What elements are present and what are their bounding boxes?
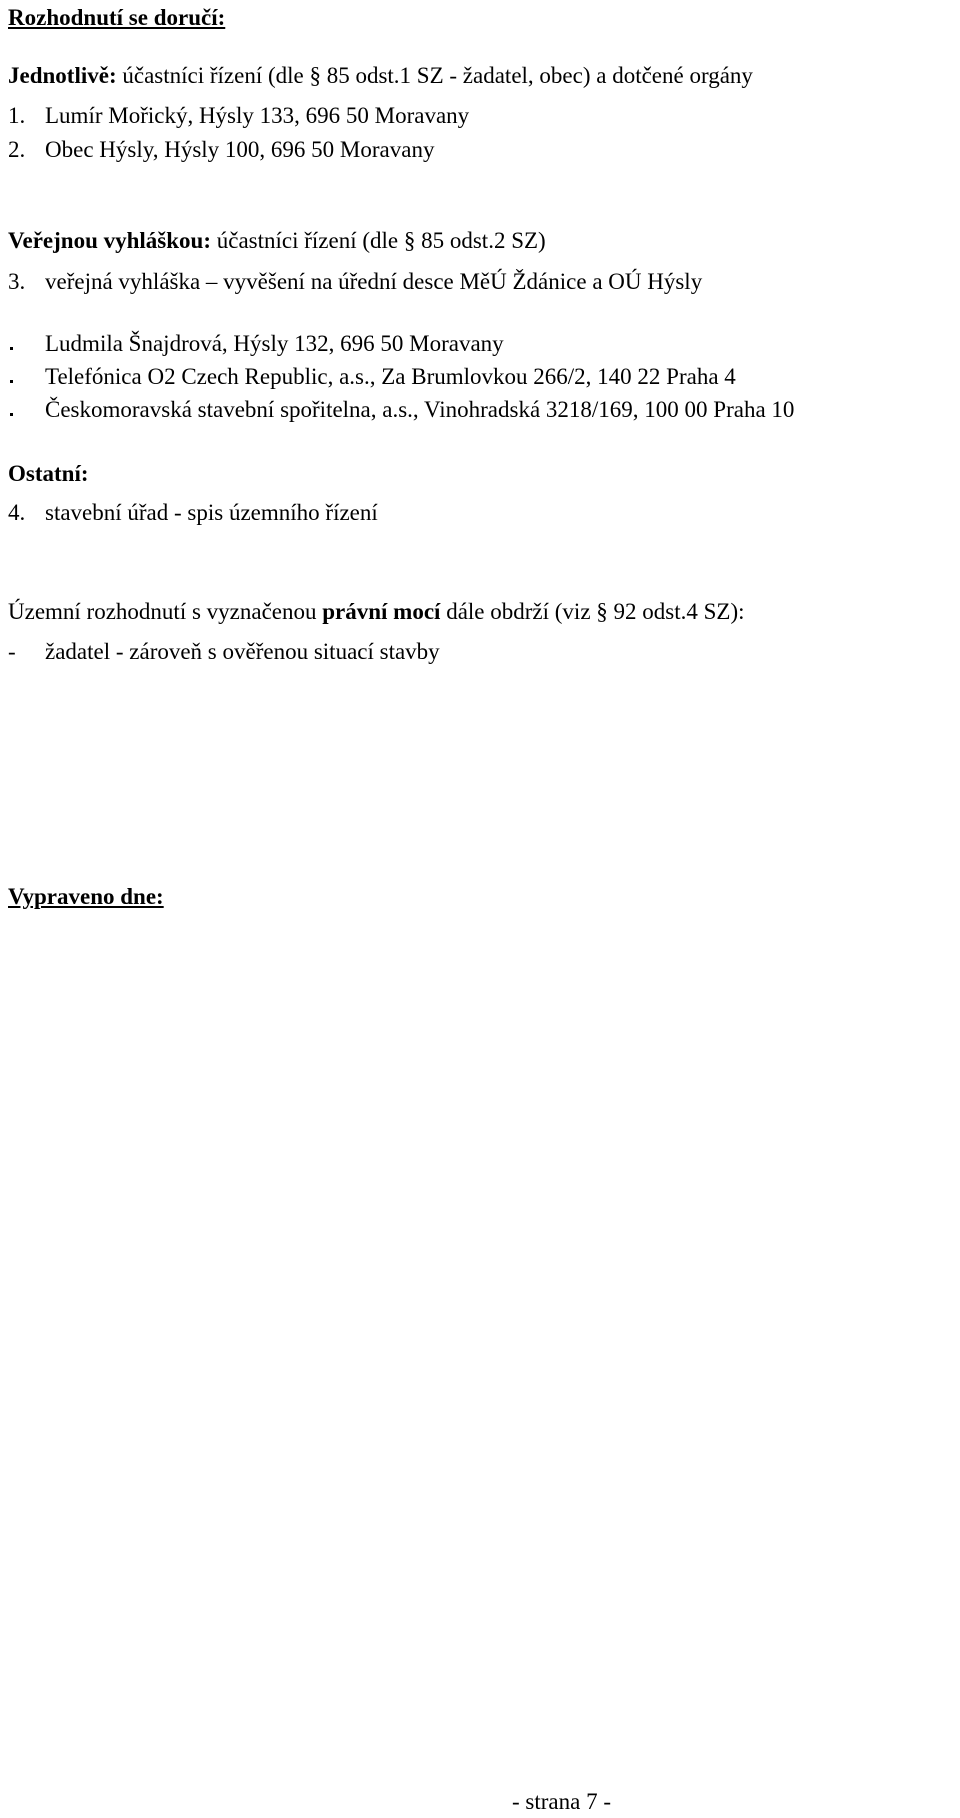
page-footer: - strana 7 - <box>512 1789 611 1814</box>
bullet-text: Českomoravská stavební spořitelna, a.s., Vinohradská 3218/169, 100 00 Praha 10 <box>45 397 795 422</box>
other-label: Ostatní: <box>8 461 89 486</box>
bullet-item <box>8 330 504 358</box>
legal-force-bold: právní mocí <box>322 599 441 624</box>
list-item <box>8 102 469 130</box>
public-notice-label: Veřejnou vyhláškou: <box>8 228 211 253</box>
list-item <box>8 136 434 164</box>
delivery-heading: Rozhodnutí se doručí: <box>8 5 226 30</box>
list-item <box>8 499 378 527</box>
individually-line <box>8 62 753 90</box>
item-number: 2. <box>8 137 26 162</box>
legal-force-line <box>8 598 745 626</box>
item-number: 4. <box>8 500 26 525</box>
dash-item <box>8 638 440 666</box>
public-notice-line <box>8 227 546 255</box>
dash-text: žadatel - zároveň s ověřenou situací stavby <box>45 639 440 664</box>
item-text: stavební úřad - spis územního řízení <box>45 500 378 525</box>
item-number: 3. <box>8 269 26 294</box>
item-number: 1. <box>8 103 26 128</box>
bullet-text: Ludmila Šnajdrová, Hýsly 132, 696 50 Moravany <box>45 331 504 356</box>
bullet-item <box>8 396 794 424</box>
item-text: Obec Hýsly, Hýsly 100, 696 50 Moravany <box>45 137 435 162</box>
public-notice-text: účastníci řízení (dle § 85 odst.2 SZ) <box>211 228 546 253</box>
item-text: veřejná vyhláška – vyvěšení na úřední desce MěÚ Ždánice a OÚ Hýsly <box>45 269 703 294</box>
dash-marker: - <box>8 639 16 664</box>
individually-text: účastníci řízení (dle § 85 odst.1 SZ - žadatel, obec) a dotčené orgány <box>116 63 753 88</box>
bullet-text: Telefónica O2 Czech Republic, a.s., Za Brumlovkou 266/2, 140 22 Praha 4 <box>45 364 736 389</box>
individually-label: Jednotlivě: <box>8 63 117 88</box>
legal-force-pre: Územní rozhodnutí s vyznačenou <box>8 599 323 624</box>
list-item <box>8 268 702 296</box>
legal-force-post: dále obdrží (viz § 92 odst.4 SZ): <box>440 599 745 624</box>
item-text: Lumír Mořický, Hýsly 133, 696 50 Moravany <box>45 103 470 128</box>
sent-date-label: Vypraveno dne: <box>8 884 164 909</box>
bullet-item <box>8 363 736 391</box>
